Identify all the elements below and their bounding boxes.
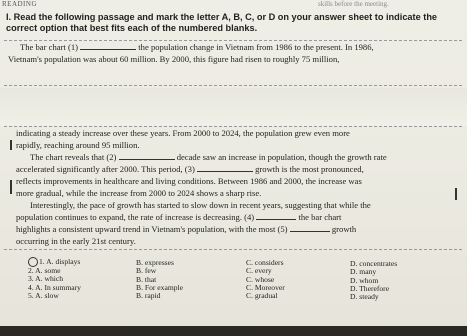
instruction-text: I. Read the following passage and mark the letter A, B, C, or D on your answer sheet to indicate the correct option that best fits each of the numbered blanks. xyxy=(6,12,438,33)
passage-text: growth is the most pronounced, xyxy=(255,164,364,174)
option-1b[interactable]: B. expresses xyxy=(136,258,174,267)
passage-text: The chart reveals that (2) xyxy=(30,152,117,162)
answer-options xyxy=(28,257,438,319)
option-1d[interactable]: D. concentrates xyxy=(350,259,398,268)
passage-text: the bar chart xyxy=(298,212,342,222)
option-5d[interactable]: D. steady xyxy=(350,292,379,302)
page-edge-shadow xyxy=(0,326,467,336)
answer-blank-2[interactable] xyxy=(119,152,175,160)
passage-line xyxy=(16,224,356,236)
option-column-b xyxy=(136,259,183,300)
passage-line: rapidly, reaching around 95 million. xyxy=(16,140,140,150)
answer-blank-3[interactable] xyxy=(197,164,253,172)
option-column-c xyxy=(246,259,285,300)
passage-text: accelerated significantly after 2000. This period, (3) xyxy=(16,164,195,174)
passage-text: highlights a consistent upward trend in Vietnam's population, with the most (5) xyxy=(16,224,288,234)
option-2b[interactable]: B. few xyxy=(136,266,157,276)
answer-blank-1[interactable] xyxy=(80,42,136,50)
passage-line: Vietnam's population was about 60 million. By 2000, this figure had risen to roughly 75 million, xyxy=(8,54,340,64)
option-column-d xyxy=(350,260,397,301)
page-fold xyxy=(0,88,467,126)
passage-text: decade saw an increase in population, though the growth rate xyxy=(176,152,387,162)
option-3c[interactable]: C. whose xyxy=(246,274,275,284)
passage-text: population continues to expand, the rate of increase is decreasing. (4) xyxy=(16,212,255,222)
margin-mark xyxy=(10,180,12,194)
passage-line xyxy=(16,164,364,176)
header-note: skills before the meeting. xyxy=(318,0,389,8)
option-3b[interactable]: B. that xyxy=(136,274,157,284)
passage-line: reflects improvements in healthcare and living conditions. Between 1986 and 2000, the increase was xyxy=(16,176,362,186)
passage-text: the population change in Vietnam from 1986 to the present. In 1986, xyxy=(138,42,374,52)
option-2d[interactable]: D. many xyxy=(350,267,377,277)
option-5a[interactable]: 5. A. slow xyxy=(28,290,59,300)
option-5b[interactable]: B. rapid xyxy=(136,291,161,301)
passage-line: more gradual, while the increase from 2000 to 2024 shows a sharp rise. xyxy=(16,188,262,198)
margin-mark xyxy=(455,188,457,200)
passage-line xyxy=(16,212,341,224)
section-heading: READING xyxy=(2,0,37,8)
option-4a[interactable]: 4. A. In summary xyxy=(28,282,81,292)
option-2c[interactable]: C. every xyxy=(246,266,272,276)
option-3a[interactable]: 3. A. which xyxy=(28,274,64,284)
option-3d[interactable]: D. whom xyxy=(350,275,379,285)
option-5c[interactable]: C. gradual xyxy=(246,291,278,301)
option-column-a xyxy=(28,257,81,300)
passage-line xyxy=(30,152,387,164)
passage-line: Interestingly, the pace of growth has started to slow down in recent years, suggesting that while the xyxy=(30,200,371,210)
option-4b[interactable]: B. For example xyxy=(136,282,184,292)
passage-line: occurring in the early 21st century. xyxy=(16,236,136,246)
answer-blank-5[interactable] xyxy=(290,224,330,232)
passage-text: growth xyxy=(331,224,357,234)
option-2a[interactable]: 2. A. some xyxy=(28,266,61,275)
option-1c[interactable]: C. considers xyxy=(246,258,284,267)
answer-blank-4[interactable] xyxy=(256,212,296,220)
passage-text: The bar chart (1) xyxy=(20,42,78,52)
margin-mark xyxy=(10,140,12,150)
option-1a[interactable]: 1. A. displays xyxy=(28,257,81,267)
option-4c[interactable]: C. Moreover xyxy=(246,282,285,292)
passage-line: indicating a steady increase over these years. From 2000 to 2024, the population grew even more xyxy=(16,128,350,138)
option-4d[interactable]: D. Therefore xyxy=(350,283,390,293)
passage-line xyxy=(20,42,374,54)
